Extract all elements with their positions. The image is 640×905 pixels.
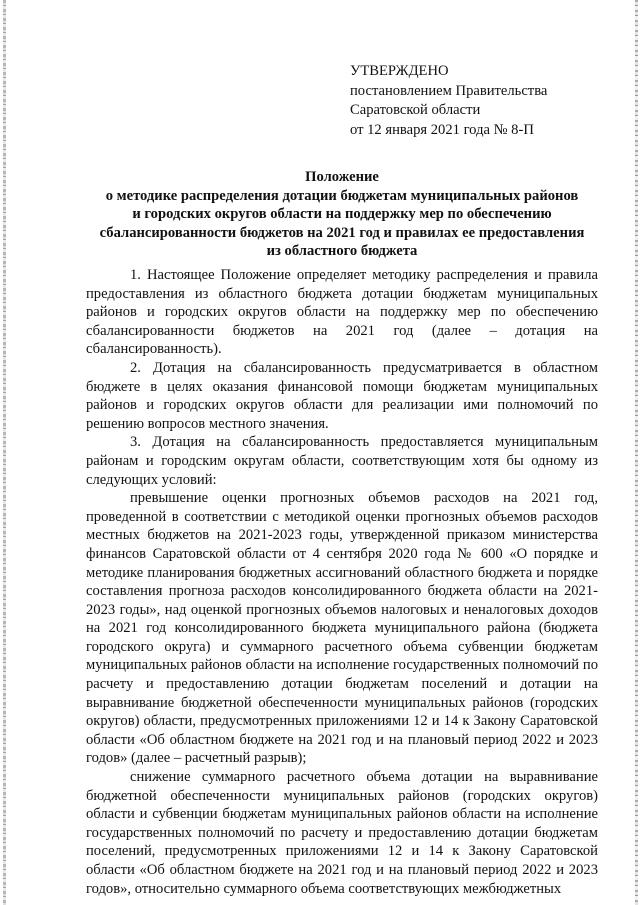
approval-decree: постановлением Правительства [350,82,548,99]
paragraph-condition-2: снижение суммарного расчетного объема дотации на выравнивание бюджетной обеспеченности муниципальных районов (городских округов) области и субвенции бюджетам муниципальных районов области на исполнение государственных полномочий по расчету и предоставлению дотации бюджетам поселений, предусмотренных приложениями 12 и 14 к Закону Саратовской области «Об областном бюджете на 2021 год и на плановый период 2022 и 2023 годов», относительно суммарного объема соответствующих межбюджетных [86,769,598,897]
title-line-1: Положение [305,169,379,185]
approval-stamp-block [350,62,610,140]
scan-edge-left [3,0,6,905]
paragraph-2: 2. Дотация на сбалансированность предусматривается в областном бюджете в целях оказания финансовой помощи бюджетам муниципальных районов и городских округов области для реализации ими полномочий по решению вопросов местного значения. [86,359,598,432]
paragraph-3: 3. Дотация на сбалансированность предоставляется муниципальным районам и городским округам области, соответствующим хотя бы одному из следующих условий: [86,434,598,488]
approval-date-number: от 12 января 2021 года № 8-П [350,121,534,138]
scan-edge-right [635,0,638,905]
approval-region: Саратовской области [350,102,481,118]
document-body [86,266,598,898]
paragraph-condition-1: превышение оценки прогнозных объемов расходов на 2021 год, проведенной в соответствии с методикой оценки прогнозных объемов расходов местных бюджетов на 2021-2023 годы, утвержденной приказом министерства финансов Саратовской области от 4 сентября 2020 года № 600 «О порядке и методике планирования бюджетных ассигнований областного бюджета и порядке составления прогноза расходов консолидированного бюджета области на 2021-2023 годы», над оценкой прогнозных объемов налоговых и неналоговых доходов на 2021 год консолидированного бюджета муниципального района (бюджета городского округа) и суммарного расчетного объема субвенции бюджетам муниципальных районов области на исполнение государственных полномочий по расчету и предоставлению дотации бюджетам поселений и дотации на выравнивание бюджетной обеспеченности муниципальных районов (городских округов) области, предусмотренных приложениями 12 и 14 к Закону Саратовской области «Об областном бюджете на 2021 год и на плановый период 2022 и 2023 годов» (далее – расчетный разрыв); [86,490,598,767]
title-line-2: о методике распределения дотации бюджетам муниципальных районов [105,187,579,204]
title-line-3: и городских округов области на поддержку мер по обеспечению [132,206,552,223]
approval-heading: УТВЕРЖДЕНО [350,63,449,79]
paragraph-1: 1. Настоящее Положение определяет методику распределения и правила предоставления из областного бюджета дотации бюджетам муниципальных районов и городских округов области на поддержку мер по обеспечению сбалансированности бюджетов на 2021 год (далее – дотация на сбалансированность). [86,267,598,358]
title-line-4: сбалансированности бюджетов на 2021 год и правилах ее предоставления [99,224,585,241]
title-line-5: из областного бюджета [266,243,418,260]
document-title [86,168,598,261]
